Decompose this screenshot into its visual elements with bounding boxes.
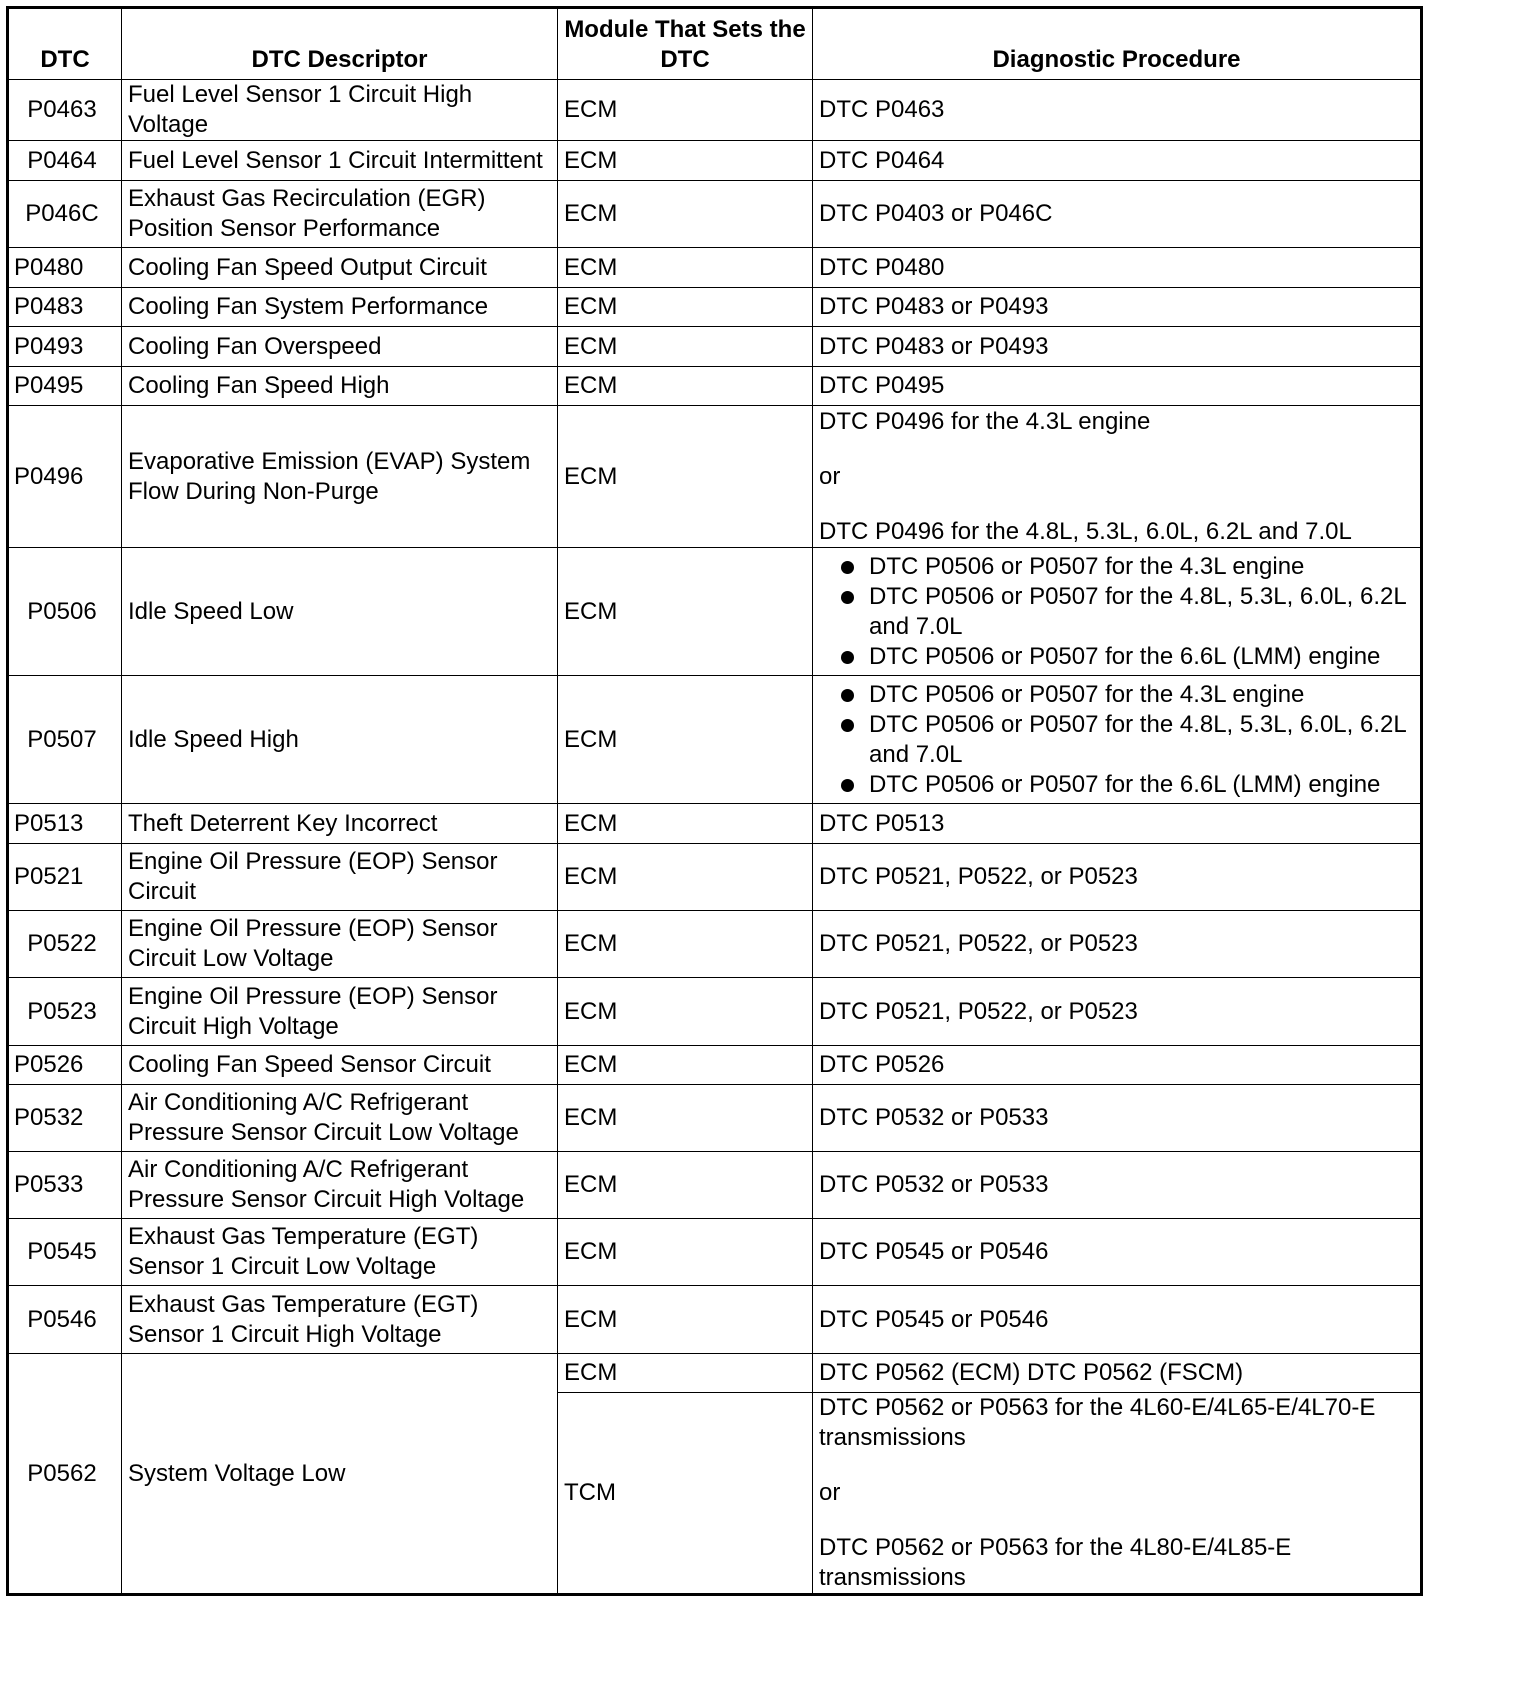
dtc-procedure: DTC P0521, P0522, or P0523 [813,844,1422,911]
dtc-module: ECM [558,288,813,327]
dtc-code: P0532 [8,1085,122,1152]
dtc-procedure: DTC P0403 or P046C [813,181,1422,248]
dtc-code: P0521 [8,844,122,911]
dtc-procedure: DTC P0532 or P0533 [813,1152,1422,1219]
dtc-code: P0464 [8,141,122,181]
dtc-code: P0513 [8,804,122,844]
bullet-icon [841,591,854,604]
dtc-descriptor: Cooling Fan Speed Output Circuit [122,248,558,288]
dtc-module: TCM [558,1393,813,1595]
dtc-descriptor: System Voltage Low [122,1354,558,1595]
dtc-code: P0463 [8,80,122,141]
dtc-module: ECM [558,911,813,978]
dtc-module: ECM [558,1085,813,1152]
dtc-code: P0507 [8,676,122,804]
procedure-line: DTC P0496 for the 4.3L engine [819,407,1151,435]
table-row [8,181,1422,248]
dtc-module: ECM [558,1219,813,1286]
dtc-module: ECM [558,978,813,1046]
dtc-descriptor: Fuel Level Sensor 1 Circuit High Voltage [122,80,558,141]
table-row [8,406,1422,548]
dtc-module: ECM [558,327,813,367]
table-row [8,911,1422,978]
dtc-module: ECM [558,804,813,844]
dtc-descriptor: Idle Speed High [122,676,558,804]
dtc-module: ECM [558,80,813,141]
table-row [8,327,1422,367]
dtc-code: P0523 [8,978,122,1046]
table-row [8,141,1422,181]
bullet-item [819,710,1414,770]
table-row [8,1286,1422,1354]
dtc-module: ECM [558,141,813,181]
table-row [8,288,1422,327]
dtc-procedure [813,1393,1422,1595]
dtc-procedure: DTC P0463 [813,80,1422,141]
dtc-code: P0533 [8,1152,122,1219]
dtc-code: P0526 [8,1046,122,1085]
dtc-module: ECM [558,1354,813,1393]
table-row [8,548,1422,676]
dtc-module: ECM [558,844,813,911]
table-row [8,80,1422,141]
bullet-item [819,770,1414,800]
dtc-procedure: DTC P0521, P0522, or P0523 [813,978,1422,1046]
header-row [8,8,1422,80]
dtc-module: ECM [558,1152,813,1219]
dtc-procedure [813,548,1422,676]
dtc-procedure: DTC P0562 (ECM) DTC P0562 (FSCM) [813,1354,1422,1393]
dtc-descriptor: Engine Oil Pressure (EOP) Sensor Circuit Low Voltage [122,911,558,978]
bullet-text: DTC P0506 or P0507 for the 4.8L, 5.3L, 6.0L, 6.2L and 7.0L [869,710,1406,768]
procedure-line: or [819,1479,841,1506]
bullet-text: DTC P0506 or P0507 for the 4.8L, 5.3L, 6.0L, 6.2L and 7.0L [869,582,1406,640]
dtc-descriptor: Exhaust Gas Recirculation (EGR) Position Sensor Performance [122,181,558,248]
bullet-text: DTC P0506 or P0507 for the 6.6L (LMM) engine [869,770,1381,798]
table-row [8,978,1422,1046]
bullet-icon [841,561,854,574]
header-module: Module That Sets the DTC [558,8,813,80]
procedure-line: or [819,462,841,490]
dtc-procedure: DTC P0545 or P0546 [813,1286,1422,1354]
dtc-descriptor: Engine Oil Pressure (EOP) Sensor Circuit [122,844,558,911]
dtc-descriptor: Cooling Fan Speed Sensor Circuit [122,1046,558,1085]
dtc-module: ECM [558,1046,813,1085]
bullet-item [819,582,1414,642]
dtc-module: ECM [558,548,813,676]
dtc-code: P046C [8,181,122,248]
bullet-icon [841,689,854,702]
dtc-descriptor: Engine Oil Pressure (EOP) Sensor Circuit High Voltage [122,978,558,1046]
dtc-procedure: DTC P0483 or P0493 [813,288,1422,327]
dtc-procedure: DTC P0480 [813,248,1422,288]
table-row [8,804,1422,844]
dtc-table-wrapper [6,6,1423,1596]
dtc-procedure [813,406,1422,548]
dtc-code: P0480 [8,248,122,288]
table-row [8,1152,1422,1219]
dtc-descriptor: Evaporative Emission (EVAP) System Flow During Non-Purge [122,406,558,548]
dtc-procedure [813,676,1422,804]
dtc-procedure: DTC P0464 [813,141,1422,181]
header-descriptor: DTC Descriptor [122,8,558,80]
dtc-module: ECM [558,1286,813,1354]
table-row [8,844,1422,911]
dtc-table [6,6,1423,1596]
procedure-bullets [819,680,1414,800]
dtc-procedure: DTC P0521, P0522, or P0523 [813,911,1422,978]
bullet-icon [841,719,854,732]
dtc-procedure: DTC P0513 [813,804,1422,844]
bullet-item [819,642,1414,672]
dtc-procedure: DTC P0526 [813,1046,1422,1085]
table-row [8,1046,1422,1085]
bullet-icon [841,779,854,792]
bullet-text: DTC P0506 or P0507 for the 4.3L engine [869,552,1305,580]
dtc-descriptor: Air Conditioning A/C Refrigerant Pressure Sensor Circuit High Voltage [122,1152,558,1219]
bullet-text: DTC P0506 or P0507 for the 4.3L engine [869,680,1305,708]
header-procedure: Diagnostic Procedure [813,8,1422,80]
dtc-code: P0562 [8,1354,122,1595]
dtc-descriptor: Idle Speed Low [122,548,558,676]
dtc-descriptor: Exhaust Gas Temperature (EGT) Sensor 1 Circuit High Voltage [122,1286,558,1354]
procedure-line: DTC P0496 for the 4.8L, 5.3L, 6.0L, 6.2L and 7.0L [819,517,1352,545]
procedure-line: DTC P0562 or P0563 for the 4L60-E/4L65-E/4L70-E transmissions [819,1394,1376,1451]
dtc-descriptor: Cooling Fan System Performance [122,288,558,327]
dtc-module: ECM [558,406,813,548]
dtc-procedure: DTC P0532 or P0533 [813,1085,1422,1152]
bullet-text: DTC P0506 or P0507 for the 6.6L (LMM) engine [869,642,1381,670]
table-row [8,1219,1422,1286]
dtc-descriptor: Fuel Level Sensor 1 Circuit Intermittent [122,141,558,181]
dtc-descriptor: Cooling Fan Speed High [122,367,558,406]
dtc-code: P0483 [8,288,122,327]
table-row [8,1354,1422,1393]
header-dtc: DTC [8,8,122,80]
dtc-descriptor: Air Conditioning A/C Refrigerant Pressure Sensor Circuit Low Voltage [122,1085,558,1152]
table-row [8,676,1422,804]
bullet-item [819,552,1414,582]
dtc-descriptor: Exhaust Gas Temperature (EGT) Sensor 1 Circuit Low Voltage [122,1219,558,1286]
table-row [8,367,1422,406]
dtc-module: ECM [558,181,813,248]
dtc-code: P0495 [8,367,122,406]
bullet-icon [841,651,854,664]
dtc-procedure: DTC P0483 or P0493 [813,327,1422,367]
dtc-code: P0546 [8,1286,122,1354]
procedure-bullets [819,552,1414,672]
dtc-procedure: DTC P0545 or P0546 [813,1219,1422,1286]
dtc-code: P0506 [8,548,122,676]
procedure-line: DTC P0562 or P0563 for the 4L80-E/4L85-E transmissions [819,1534,1292,1591]
dtc-code: P0545 [8,1219,122,1286]
table-row [8,1085,1422,1152]
dtc-procedure: DTC P0495 [813,367,1422,406]
table-row [8,248,1422,288]
dtc-descriptor: Theft Deterrent Key Incorrect [122,804,558,844]
dtc-module: ECM [558,367,813,406]
dtc-code: P0496 [8,406,122,548]
dtc-module: ECM [558,676,813,804]
dtc-code: P0493 [8,327,122,367]
dtc-descriptor: Cooling Fan Overspeed [122,327,558,367]
bullet-item [819,680,1414,710]
dtc-module: ECM [558,248,813,288]
dtc-code: P0522 [8,911,122,978]
